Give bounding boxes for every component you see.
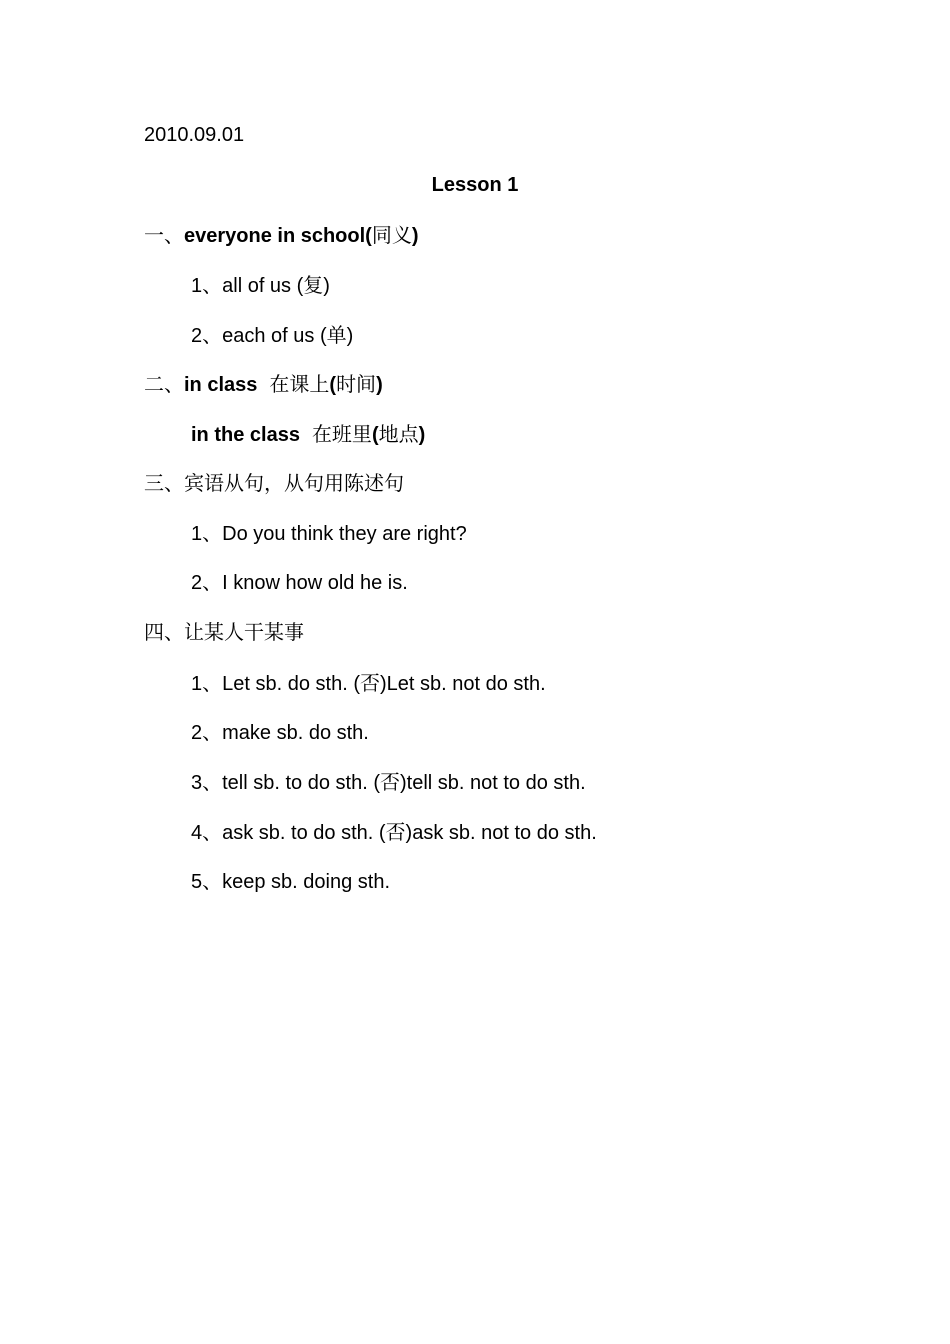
section-4-item-4 <box>191 818 597 847</box>
item-number: 2、 <box>191 325 223 347</box>
item-number: 1、 <box>191 673 223 695</box>
phrase-2-note: 地点 <box>378 422 419 446</box>
item-text: each of us ( <box>222 325 327 347</box>
section-1-item-1 <box>191 271 330 300</box>
section-2-phrase-1 <box>144 370 383 399</box>
section-3-item-1 <box>191 520 467 548</box>
section-1-item-2 <box>191 321 353 350</box>
phrase-1-paren-open: ( <box>329 374 337 396</box>
section-4-heading-cn: 让某人干某事 <box>184 620 304 644</box>
item-text: keep sb. doing sth. <box>222 871 391 893</box>
phrase-2-paren-open: ( <box>371 424 379 446</box>
section-2-marker: 二、 <box>144 372 184 396</box>
phrase-2-en: in the class <box>191 424 300 446</box>
item-cn-note: 复 <box>303 273 324 297</box>
item-number: 2、 <box>191 722 223 744</box>
section-2-phrase-2 <box>191 420 425 449</box>
phrase-2-cn: 在班里 <box>311 422 372 446</box>
item-number: 4、 <box>191 822 223 844</box>
item-cn-note: 否 <box>385 820 406 844</box>
document-date: 2010.09.01 <box>144 124 245 146</box>
item-text: all of us ( <box>222 275 304 297</box>
section-3-item-2 <box>191 569 408 597</box>
section-4-heading <box>144 618 304 646</box>
phrase-1-cn: 在课上 <box>269 372 330 396</box>
item-close: ) <box>323 275 330 297</box>
section-3-heading <box>144 469 404 497</box>
section-1-heading-en: everyone in school( <box>184 225 372 247</box>
section-1-heading-cn: 同义 <box>371 223 412 247</box>
item-rest: )Let sb. not do sth. <box>379 673 546 695</box>
phrase-1-en: in class <box>184 374 258 396</box>
item-text: Let sb. do sth. ( <box>222 673 360 695</box>
item-text: tell sb. to do sth. ( <box>222 772 380 794</box>
phrase-1-paren-close: ) <box>376 374 383 396</box>
item-number: 5、 <box>191 871 223 893</box>
section-4-marker: 四、 <box>144 620 184 644</box>
item-cn-note: 单 <box>326 323 347 347</box>
item-cn-note: 否 <box>359 671 380 695</box>
section-4-item-5 <box>191 868 390 896</box>
section-4-item-1 <box>191 669 546 698</box>
section-1-heading-close: ) <box>411 225 419 247</box>
item-rest: )tell sb. not to do sth. <box>399 772 586 794</box>
section-4-item-2 <box>191 719 369 747</box>
section-3-marker: 三、 <box>144 471 184 495</box>
item-number: 3、 <box>191 772 223 794</box>
section-1-marker: 一、 <box>144 223 184 247</box>
item-cn-note: 否 <box>379 770 400 794</box>
item-text: Do you think they are right? <box>222 523 467 545</box>
item-close: ) <box>346 325 354 347</box>
lesson-title: Lesson 1 <box>431 174 519 196</box>
item-number: 1、 <box>191 275 223 297</box>
item-rest: )ask sb. not to do sth. <box>405 822 597 844</box>
item-number: 2、 <box>191 572 223 594</box>
section-4-item-3 <box>191 768 586 797</box>
phrase-1-note: 时间 <box>336 372 377 396</box>
item-text: I know how old he is. <box>222 572 408 594</box>
item-text: make sb. do sth. <box>222 722 369 744</box>
item-number: 1、 <box>191 523 223 545</box>
item-text: ask sb. to do sth. ( <box>222 822 386 844</box>
section-3-heading-cn: 宾语从句，从句用陈述句 <box>184 471 404 495</box>
phrase-2-paren-close: ) <box>418 424 426 446</box>
section-1-heading <box>144 221 419 250</box>
